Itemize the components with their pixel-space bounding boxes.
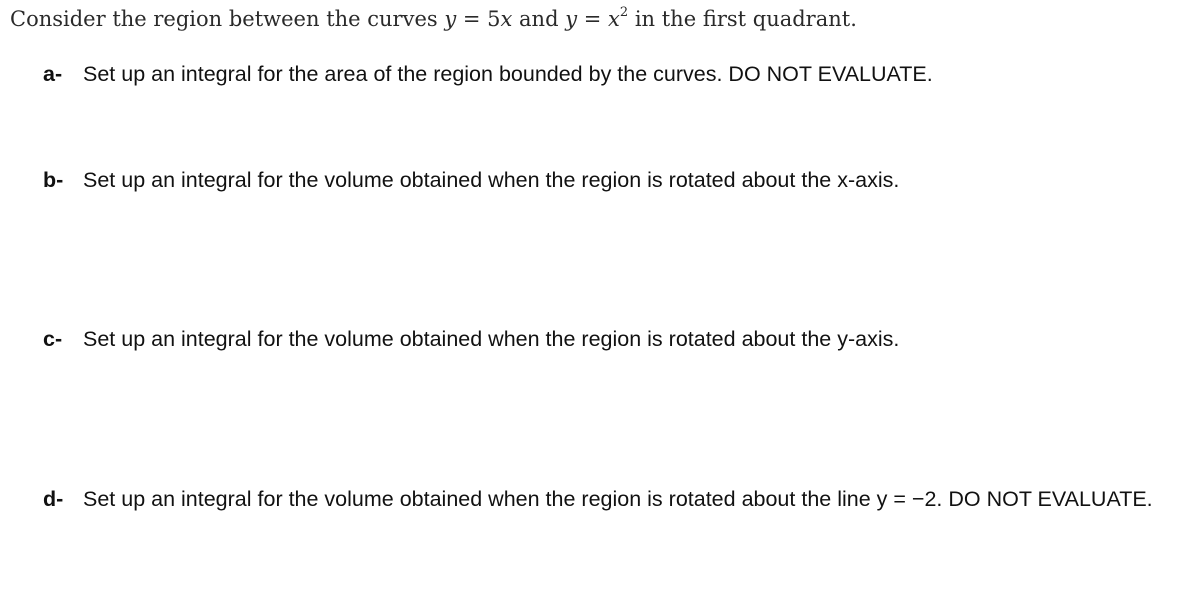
math-equals: = xyxy=(577,7,609,31)
math-exponent: 2 xyxy=(619,5,629,20)
question-c xyxy=(43,322,1183,356)
question-label: c- xyxy=(43,327,63,351)
math-x: x xyxy=(500,7,513,31)
math-y-2: y xyxy=(565,7,578,31)
math-y: y xyxy=(444,7,457,31)
intro-conjunction: and xyxy=(512,7,566,31)
math-x-2: x xyxy=(608,7,620,31)
question-d xyxy=(43,482,1183,516)
question-text: Set up an integral for the volume obtained when the region is rotated about the line y = −2. DO NOT EVALUATE. xyxy=(83,487,1153,511)
question-text: Set up an integral for the volume obtained when the region is rotated about the y-axis. xyxy=(83,327,900,351)
question-label: a- xyxy=(43,62,63,86)
question-a xyxy=(43,57,1183,91)
question-label: b- xyxy=(43,168,64,192)
intro-suffix: in the first quadrant. xyxy=(628,7,857,31)
question-b xyxy=(43,163,1183,197)
question-text: Set up an integral for the volume obtained when the region is rotated about the x-axis. xyxy=(83,168,900,192)
question-text: Set up an integral for the area of the region bounded by the curves. DO NOT EVALUATE. xyxy=(83,62,933,86)
question-label: d- xyxy=(43,487,64,511)
math-equals-5: = 5 xyxy=(456,7,501,31)
problem-statement xyxy=(10,0,857,34)
intro-prefix: Consider the region between the curves xyxy=(10,7,445,31)
